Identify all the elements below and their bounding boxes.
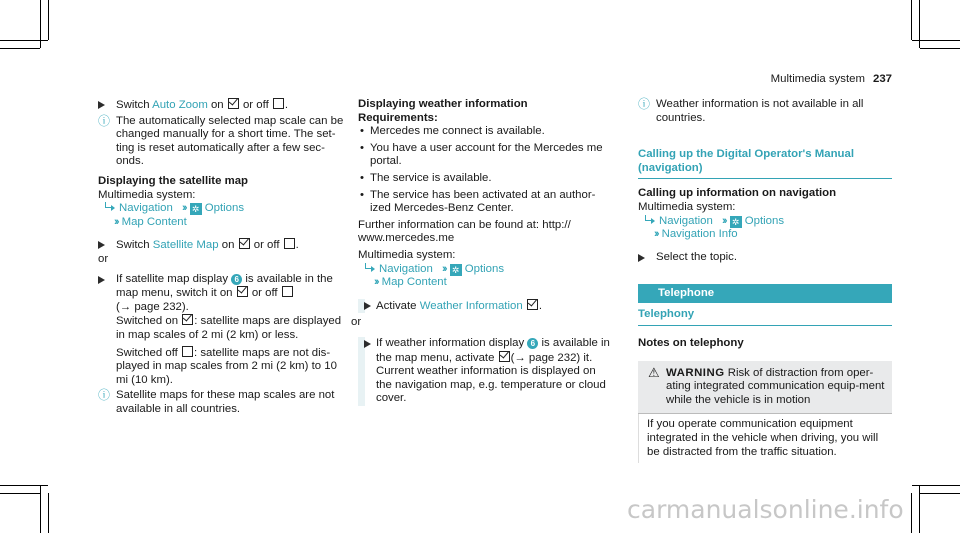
info-text: Weather information is not available in all countries.: [656, 98, 864, 124]
multimedia-system-label: Multimedia system:: [98, 188, 196, 201]
nav-path-2: [98, 216, 350, 230]
weather-information-link[interactable]: Weather Information: [419, 299, 523, 312]
crop-mark: [920, 48, 960, 49]
info-note-weather: [638, 98, 892, 125]
bullet-text: Mercedes me connect is available.: [370, 125, 545, 138]
gear-icon: ✲: [450, 264, 462, 276]
nav-options[interactable]: Options: [204, 202, 245, 215]
multimedia-system-label: Multimedia system:: [358, 248, 456, 261]
instruction-select-topic: [638, 251, 892, 265]
warning-title: WARNING: [666, 366, 725, 379]
text: Switch: [116, 99, 153, 111]
heading-requirements: Requirements:: [358, 111, 438, 124]
heading-satellite: Displaying the satellite map: [98, 174, 249, 187]
double-chevron-icon: ››: [722, 214, 726, 227]
nav-options[interactable]: Options: [744, 214, 785, 227]
checkbox-checked-icon: [239, 238, 250, 249]
warning-text: Risk of distraction from oper-ating integrated communication equip-ment while the vehicle is in motion: [666, 366, 885, 406]
instruction-weather-display: [376, 337, 610, 406]
step-block-2: [358, 337, 610, 406]
section-heading-manual: Calling up the Digital Operator's Manual (navigation): [638, 148, 892, 179]
crop-mark: [0, 485, 48, 486]
nav-path: [358, 263, 610, 277]
list-item: [358, 125, 610, 139]
warning-header: [646, 364, 886, 408]
text: .: [295, 239, 299, 252]
satellite-map-link[interactable]: Satellite Map: [152, 239, 219, 252]
crop-mark: [48, 0, 49, 40]
crop-mark: [920, 493, 960, 494]
info-icon: ⓘ: [638, 97, 651, 111]
column-right: [638, 98, 892, 463]
text: or off: [248, 287, 281, 300]
instruction-arrow-icon: [638, 254, 645, 262]
text: is available in the map menu, switch it on: [116, 272, 333, 300]
list-item: [358, 172, 610, 186]
crop-mark: [0, 40, 48, 41]
gear-icon: ✲: [730, 216, 742, 228]
checkbox-checked-icon: [499, 351, 510, 362]
text: Select the topic.: [656, 250, 738, 263]
double-chevron-icon: ››: [182, 202, 186, 215]
text: If satellite map display: [116, 272, 232, 285]
section-heading-telephony: Telephony: [638, 308, 892, 326]
text: : satellite maps are displayed in map scales of 2 mi (2 km) or less.: [116, 315, 342, 341]
info-note-2: [98, 389, 350, 416]
text: Switched off: [116, 346, 182, 359]
heading-weather: Displaying weather information: [358, 98, 528, 110]
crop-mark: [0, 493, 40, 494]
crop-mark: [40, 485, 41, 533]
list-item: [358, 142, 610, 169]
list-item: [358, 189, 610, 216]
nav-map-content[interactable]: Map Content: [121, 215, 187, 228]
weather-display-text: Current weather information is displayed on the navigation map, e.g. temperature or cloud cover.: [376, 365, 606, 405]
instruction-arrow-icon: [98, 276, 105, 284]
text: .: [284, 99, 289, 111]
text: .: [538, 299, 543, 312]
checkbox-empty-icon: [182, 346, 193, 357]
nav-map-content[interactable]: Map Content: [381, 276, 447, 289]
checkbox-checked-icon: [182, 314, 193, 325]
column-middle: [351, 98, 610, 406]
nav-navigation[interactable]: Navigation: [659, 214, 713, 227]
info-text: The automatically selected map scale can be changed manually for a short time. The set-ting is reset automatically after a few sec-onds.: [116, 114, 344, 168]
text: Switch: [116, 239, 153, 252]
further-info: Further information can be found at: http:// www.mercedes.me: [358, 218, 571, 245]
warning-triangle-icon: ⚠: [648, 364, 660, 380]
bullet-icon: •: [360, 171, 364, 184]
crop-mark: [911, 493, 912, 533]
double-chevron-icon: ››: [374, 276, 378, 289]
info-icon: ⓘ: [98, 113, 111, 128]
checkbox-checked-icon: [228, 98, 239, 109]
text: is available in the map menu, activate: [376, 336, 610, 364]
double-chevron-icon: ››: [654, 228, 658, 241]
nav-path: [98, 202, 350, 216]
crop-mark: [912, 485, 960, 486]
or-label: or: [98, 252, 109, 265]
checkbox-checked-icon: [527, 299, 538, 310]
text: on: [207, 99, 227, 111]
or-label: or: [351, 316, 362, 329]
nav-options[interactable]: Options: [464, 262, 505, 275]
header-title: Multimedia system: [770, 73, 865, 85]
text: Activate: [376, 299, 420, 312]
bullet-text: You have a user account for the Mercedes me portal.: [370, 141, 603, 168]
bullet-text: The service has been activated at an author-ized Mercedes-Benz Center.: [370, 188, 596, 215]
bullet-icon: •: [360, 125, 364, 138]
auto-zoom-link[interactable]: Auto Zoom: [152, 99, 208, 111]
heading-notes-telephony: Notes on telephony: [638, 336, 744, 349]
gear-icon: ✲: [190, 203, 202, 215]
item-number-badge: 6: [527, 338, 538, 349]
instruction-satellite-map: [98, 238, 350, 253]
warning-box: [638, 361, 892, 414]
text: : satellite maps are not dis-played in map scales from 2 mi (2 km) to 10 mi (10 km).: [116, 346, 337, 386]
nav-path-2: [358, 276, 610, 290]
double-chevron-icon: ››: [114, 215, 118, 228]
text: If weather information display: [376, 336, 528, 349]
text: or off: [239, 99, 272, 111]
nav-navigation[interactable]: Navigation: [119, 202, 173, 215]
crop-mark: [0, 48, 40, 49]
nav-arrow-icon: [644, 215, 655, 224]
info-icon: ⓘ: [98, 388, 111, 403]
multimedia-system-label: Multimedia system:: [638, 200, 736, 213]
crop-mark: [912, 40, 960, 41]
instruction-arrow-icon: [98, 101, 105, 109]
instruction-arrow-icon: [364, 340, 371, 348]
page-header: [760, 73, 892, 87]
nav-navigation-info[interactable]: Navigation Info: [661, 228, 738, 241]
warning-body: If you operate communication equipment integrated in the vehicle when driving, you will be distracted from the traffic situation.: [638, 414, 892, 463]
instruction-arrow-icon: [364, 302, 371, 310]
page-number: 237: [872, 73, 892, 85]
crop-mark: [911, 0, 912, 40]
telephone-chapter-bar: Telephone: [638, 284, 892, 303]
checkbox-empty-icon: [273, 98, 284, 109]
bullet-icon: •: [360, 141, 364, 154]
heading-nav-info: Calling up information on navigation: [638, 187, 837, 200]
checkbox-empty-icon: [284, 238, 295, 249]
bullet-icon: •: [360, 188, 364, 201]
checkbox-empty-icon: [282, 286, 293, 297]
instruction-weather: [365, 299, 610, 314]
instruction-auto-zoom: [98, 98, 350, 113]
crop-mark: [48, 493, 49, 533]
text: or off: [250, 239, 283, 252]
text: Switched on: [116, 315, 182, 328]
page-reference[interactable]: (→ page 232).: [116, 300, 189, 313]
checkbox-checked-icon: [237, 286, 248, 297]
nav-path-2: [638, 228, 892, 242]
nav-path: [638, 215, 892, 229]
nav-navigation[interactable]: Navigation: [379, 262, 433, 275]
info-note: [98, 115, 350, 169]
step-block-1: [358, 299, 610, 314]
nav-arrow-icon: [104, 202, 115, 211]
page-reference[interactable]: (→ page 232) it.: [510, 351, 593, 364]
column-left: [98, 98, 350, 416]
nav-arrow-icon: [364, 263, 375, 272]
bullet-text: The service is available.: [370, 171, 492, 184]
double-chevron-icon: ››: [442, 262, 446, 275]
text: on: [218, 239, 238, 252]
watermark: carmanualsonline.info: [627, 495, 904, 524]
info-text: Satellite maps for these map scales are not available in all countries.: [116, 389, 335, 415]
instruction-satellite-display: [98, 273, 350, 388]
instruction-arrow-icon: [98, 241, 105, 249]
item-number-badge: 6: [231, 274, 242, 285]
